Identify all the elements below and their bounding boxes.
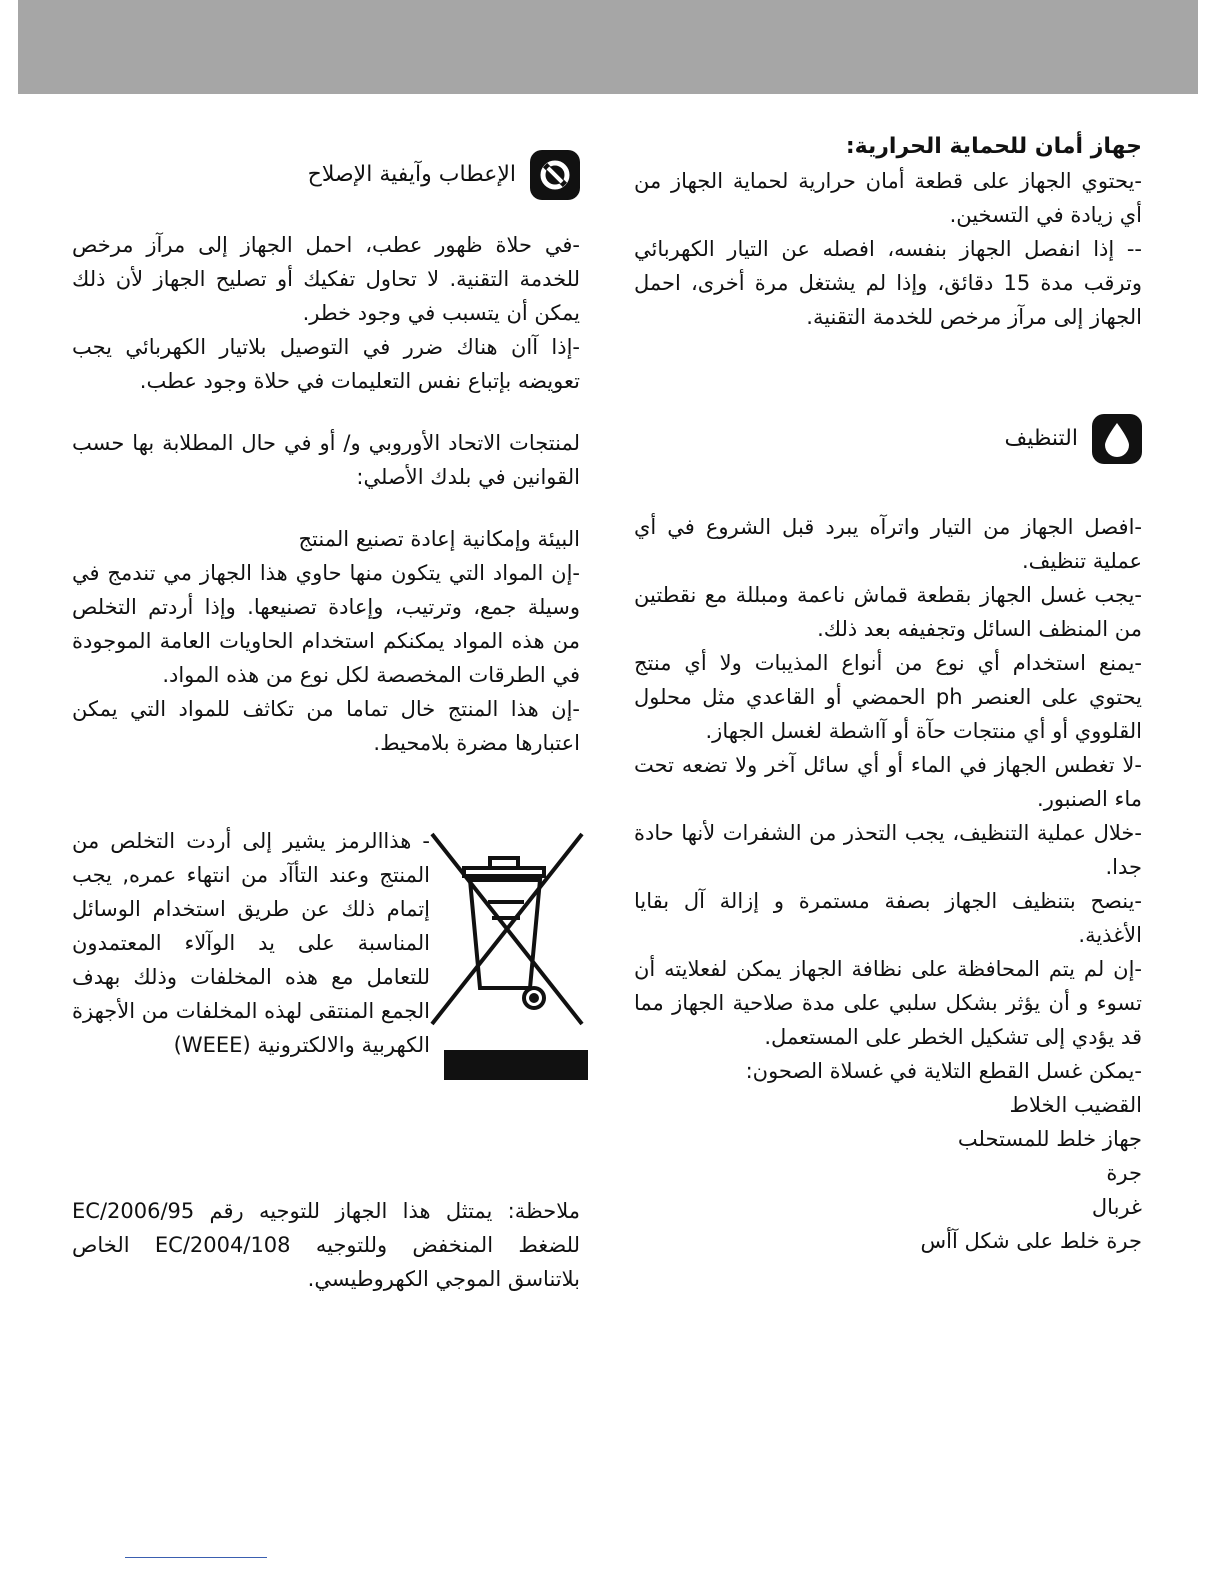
drop-icon	[1092, 414, 1142, 464]
footer-rule	[125, 1557, 267, 1558]
right-column	[634, 130, 1142, 1258]
left-column	[72, 150, 580, 1296]
cleaning-section-header	[634, 414, 1142, 464]
compliance-note: ملاحظة: يمتثل هذا الجهاز للتوجيه رقم 2006/95/EC للضغط المنخفض وللتوجيه 2004/108/EC الخاص بلاتناسق الموجي الكهروطيسي.	[72, 1199, 580, 1291]
header-band	[18, 0, 1198, 94]
cleaning-paragraph: -خلال عملية التنظيف، يجب التحذر من الشفرات لأنها حادة جدا.	[634, 821, 1142, 879]
cleaning-paragraph: -ينصح بتنظيف الجهاز بصفة مستمرة و إزالة آل بقايا الأغذية.	[634, 889, 1142, 947]
weee-paragraph: - هذاالرمز يشير إلى أردت التخلص من المنتج وعند التأآد من انتهاء عمره, يجب إتمام ذلك عن طريق استخدام الوسائل المناسبة على يد الوآلاء المعتمدون للتعامل مع هذه المخلفات وذلك بهدف الجمع المنتقى لهذه المخلفات من الأجهزة الكهربية والالكترونية (WEEE)	[72, 829, 430, 1057]
wrench-icon	[530, 150, 580, 200]
cleaning-paragraph: -لا تغطس الجهاز في الماء أو أي سائل آخر ولا تضعه تحت ماء الصنبور.	[634, 753, 1142, 811]
cleaning-title: التنظيف	[1004, 426, 1078, 451]
dishwasher-part: جهاز خلط للمستحلب	[957, 1127, 1142, 1151]
dishwasher-part: غربال	[1091, 1195, 1142, 1219]
dishwasher-part: جرة	[1106, 1161, 1142, 1185]
dishwasher-part: جرة خلط على شكل آأس	[920, 1229, 1142, 1253]
weee-solid-bar	[444, 1050, 588, 1080]
cleaning-paragraph: -افصل الجهاز من التيار واترآه يبرد قبل الشروع في أي عملية تنظيف.	[634, 515, 1142, 573]
cleaning-paragraph: -يمنع استخدام أي نوع من أنواع المذيبات ولا أي منتج يحتوي على العنصر ph الحمضي أو القاعدي مثل محلول القلووي أو أي منتجات حآة أو آاشطة لغسل الجهاز.	[634, 651, 1142, 743]
dishwasher-part: القضيب الخلاط	[1009, 1093, 1142, 1117]
environment-paragraph: -إن المواد التي يتكون منها حاوي هذا الجهاز مي تندمج في وسيلة جمع، وترتيب، وإعادة تصنيعها. وإذا أردتم التخلص من هذه المواد يمكنكم استخدام الحاويات العامة الموجودة في الطرقات المخصصة لكل نوع من هذه المواد.	[72, 561, 580, 687]
eu-products-paragraph: لمنتجات الاتحاد الأوروبي و/ أو في حال المطلابة بها حسب القوانين في بلدك الأصلي:	[72, 431, 580, 489]
repair-paragraph: -إذا آان هناك ضرر في التوصيل بلاتيار الكهربائي يجب تعويضه بإتباع نفس التعليمات في حلاة وجود عطب.	[72, 335, 580, 393]
repair-title: الإعطاب وآيفية الإصلاح	[307, 162, 516, 187]
thermal-paragraph: -يحتوي الجهاز على قطعة أمان حرارية لحماية الجهاز من أي زيادة في التسخين.	[634, 169, 1142, 227]
cleaning-paragraph: -يمكن غسل القطع التلاية في غسلاة الصحون:	[745, 1059, 1142, 1083]
repair-paragraph: -في حلاة ظهور عطب، احمل الجهاز إلى مرآز مرخص للخدمة التقنية. لا تحاول تفكيك أو تصليح الجهاز لأن ذلك يمكن أن يتسبب في وجود خطر.	[72, 233, 580, 325]
crossed-bin-icon	[426, 828, 588, 1044]
repair-section-header	[72, 150, 580, 200]
weee-section	[72, 824, 580, 1094]
thermal-paragraph: -- إذا انفصل الجهاز بنفسه، افصله عن التيار الكهربائي وترقب مدة 15 دقائق، وإذا لم يشتغل مرة أخرى، احمل الجهاز إلى مرآز مرخص للخدمة التقنية.	[634, 237, 1142, 329]
thermal-protection-heading: جهاز أمان للحماية الحرارية:	[845, 134, 1142, 159]
cleaning-paragraph: -يجب غسل الجهاز بقطعة قماش ناعمة ومبللة مع نقطتين من المنظف السائل وتجفيفه بعد ذلك.	[634, 583, 1142, 641]
environment-heading: البيئة وإمكانية إعادة تصنيع المنتج	[298, 527, 580, 551]
cleaning-paragraph: -إن لم يتم المحافظة على نظافة الجهاز يمكن لفعلايته أن تسوء و أن يؤثر بشكل سلبي على مدة صلاحية الجهاز مما قد يؤدي إلى تشكيل الخطر على المستعمل.	[634, 957, 1142, 1049]
environment-paragraph: -إن هذا المنتج خال تماما من تكاثف للمواد التي يمكن اعتبارها مضرة بلامحيط.	[72, 697, 580, 755]
